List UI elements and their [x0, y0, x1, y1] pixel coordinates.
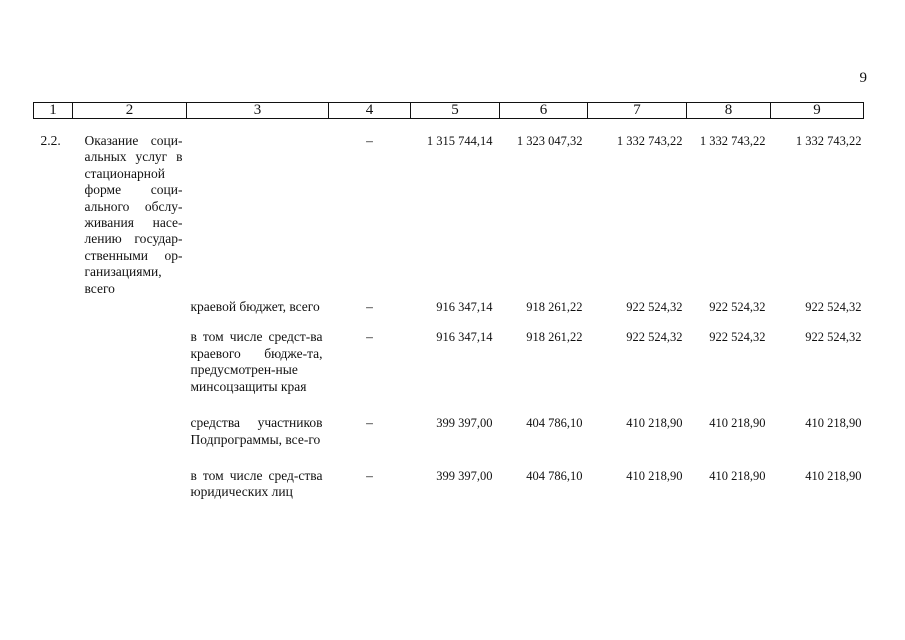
row-col5: 916 347,14	[436, 300, 493, 315]
table-row	[34, 468, 864, 501]
row-col9: 410 218,90	[805, 416, 862, 431]
row-col7: 922 524,32	[626, 300, 683, 315]
row-col4: –	[366, 299, 373, 315]
row-col8: 922 524,32	[709, 330, 766, 345]
row-col8: 410 218,90	[709, 468, 766, 483]
row-col8: 922 524,32	[709, 300, 766, 315]
row-col5: 1 315 744,14	[426, 134, 493, 148]
column-header: 1	[34, 103, 73, 119]
row-col7: 922 524,32	[626, 330, 683, 345]
column-header: 6	[500, 103, 588, 119]
row-col6: 918 261,22	[526, 330, 583, 345]
table-row	[34, 415, 864, 468]
row-col6: 404 786,10	[526, 468, 583, 483]
row-source: в том числе сред-ства юридических лиц	[190, 467, 323, 500]
row-name: Оказание соци-альных услуг в стационарной форме соци-ального обслу-живания насе-лению государ-ственными ор-ганизациями, всего	[84, 133, 183, 296]
table-header-row	[34, 103, 864, 119]
row-source	[187, 133, 329, 299]
row-col5: 399 397,00	[436, 416, 493, 431]
row-col5: 399 397,00	[436, 468, 493, 483]
row-col4: –	[366, 329, 373, 345]
column-header: 5	[411, 103, 500, 119]
row-source: краевой бюджет, всего	[190, 299, 320, 315]
column-header: 4	[329, 103, 411, 119]
row-source: средства участников Подпрограммы, все-го	[190, 415, 323, 447]
row-col8: 1 332 743,22	[699, 134, 766, 148]
row-col4: –	[366, 467, 373, 483]
row-col6: 1 323 047,32	[516, 134, 583, 148]
row-col9: 922 524,32	[805, 330, 862, 345]
row-col9: 922 524,32	[805, 300, 862, 315]
page-number: 9	[859, 70, 867, 86]
row-source: в том числе средст-ва краевого бюдже-та, предусмотрен-ные минсоцзащиты края	[190, 329, 323, 394]
row-col9: 1 332 743,22	[795, 134, 862, 148]
column-header: 9	[771, 103, 864, 119]
row-col7: 1 332 743,22	[616, 134, 683, 148]
row-col9: 410 218,90	[805, 468, 862, 483]
row-col5: 916 347,14	[436, 330, 493, 345]
table-row	[34, 299, 864, 329]
spacer-row	[34, 119, 864, 134]
column-header: 3	[187, 103, 329, 119]
table-row	[34, 329, 864, 415]
column-header: 8	[687, 103, 771, 119]
column-header: 2	[73, 103, 187, 119]
row-col6: 404 786,10	[526, 416, 583, 431]
row-col7: 410 218,90	[626, 468, 683, 483]
row-col6: 918 261,22	[526, 300, 583, 315]
column-header: 7	[588, 103, 687, 119]
table-row-main	[34, 133, 864, 299]
row-col8: 410 218,90	[709, 416, 766, 431]
row-code: 2.2.	[40, 133, 61, 148]
row-col4: –	[366, 133, 373, 148]
row-col7: 410 218,90	[626, 416, 683, 431]
row-col4: –	[366, 415, 373, 431]
budget-table	[33, 102, 864, 501]
